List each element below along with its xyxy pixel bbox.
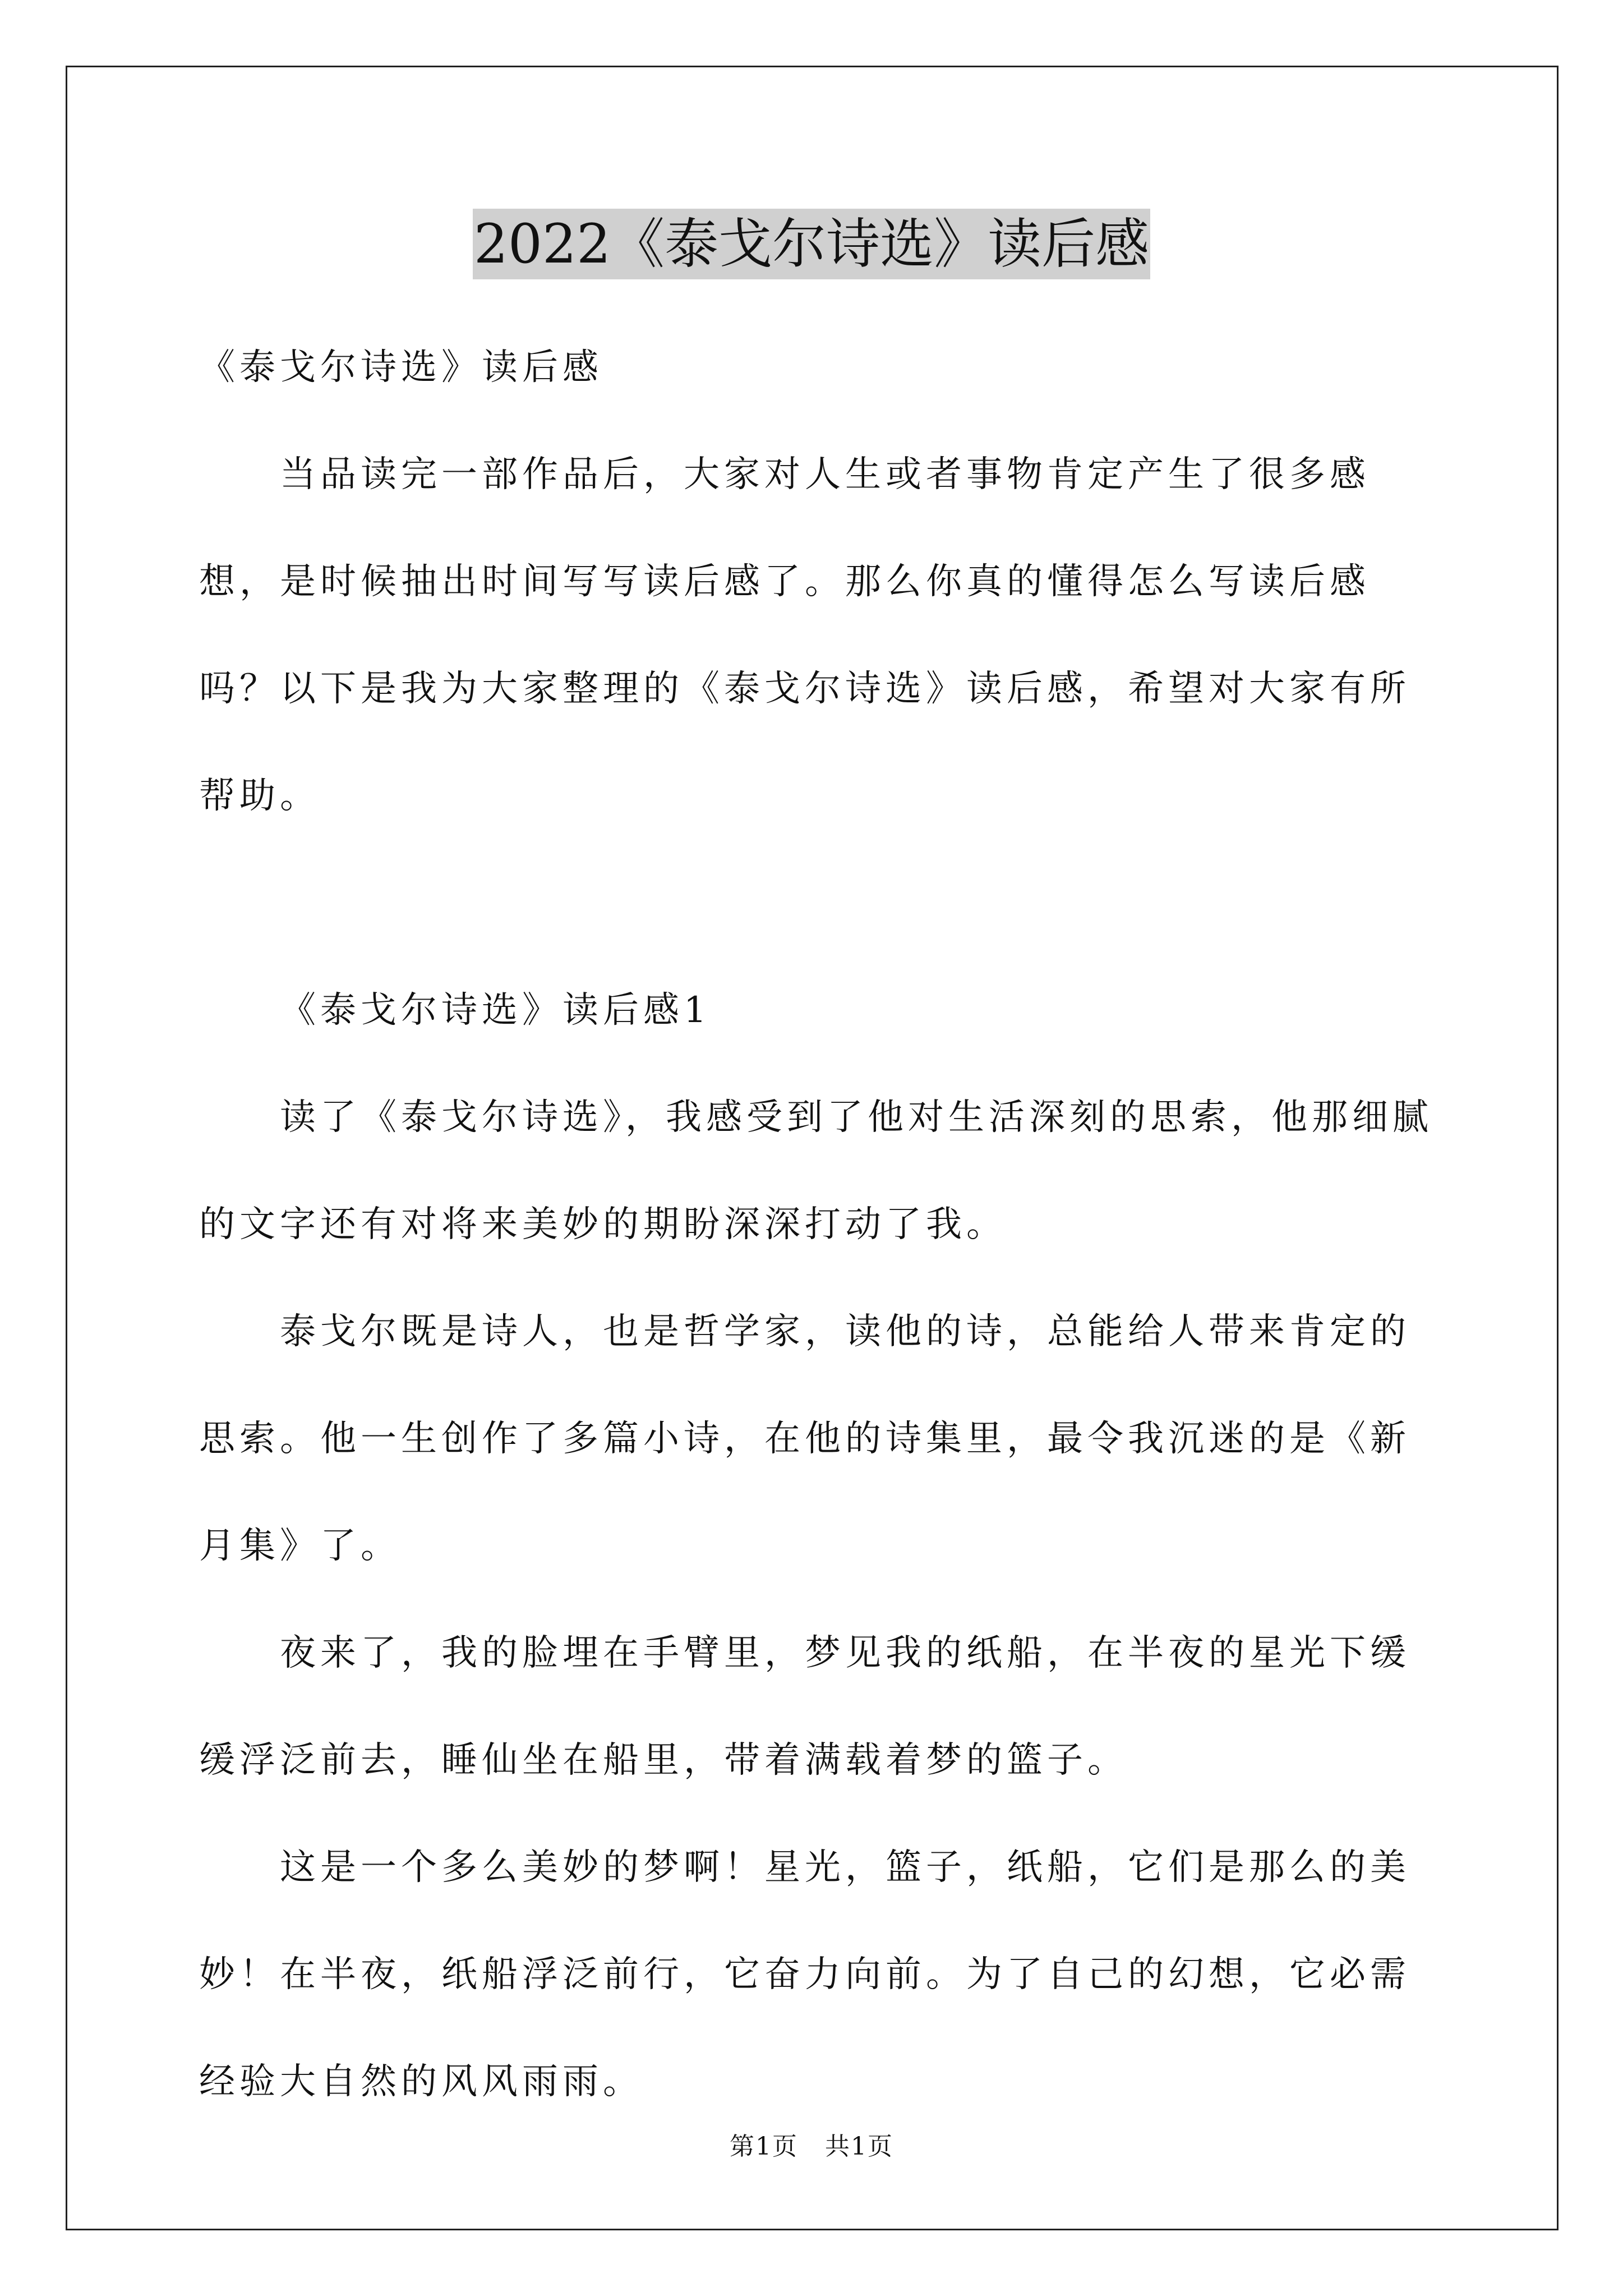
- page-footer: [0, 2126, 1623, 2162]
- body-paragraph: 这是一个多么美妙的梦啊！星光，篮子，纸船，它们是那么的美妙！在半夜，纸船浮泛前行，它奋力向前。为了自己的幻想，它必需经验大自然的风风雨雨。: [199, 1847, 1410, 2102]
- subtitle: 《泰戈尔诗选》读后感: [199, 347, 603, 388]
- document-body: [199, 314, 1433, 2136]
- body-paragraph: 泰戈尔既是诗人，也是哲学家，读他的诗，总能给人带来肯定的思索。他一生创作了多篇小诗，在他的诗集里，最令我沉迷的是《新月集》了。: [199, 1311, 1410, 1567]
- intro-paragraph: 当品读完一部作品后，大家对人生或者事物肯定产生了很多感想，是时候抽出时间写写读后感了。那么你真的懂得怎么写读后感吗？以下是我为大家整理的《泰戈尔诗选》读后感，希望对大家有所帮助。: [199, 454, 1410, 817]
- page-total: 共1页: [824, 2132, 893, 2161]
- section-heading: 《泰戈尔诗选》读后感1: [280, 990, 711, 1031]
- page-number: 第1页: [730, 2132, 799, 2161]
- title-area: [0, 209, 1623, 279]
- blank-gap: [199, 850, 1433, 957]
- body-paragraph: 夜来了，我的脸埋在手臂里，梦见我的纸船，在半夜的星光下缓缓浮泛前去，睡仙坐在船里，带着满载着梦的篮子。: [199, 1632, 1410, 1781]
- document-title: 2022《泰戈尔诗选》读后感: [473, 209, 1150, 279]
- body-paragraph: 读了《泰戈尔诗选》，我感受到了他对生活深刻的思索，他那细腻的文字还有对将来美妙的期盼深深打动了我。: [199, 1097, 1433, 1245]
